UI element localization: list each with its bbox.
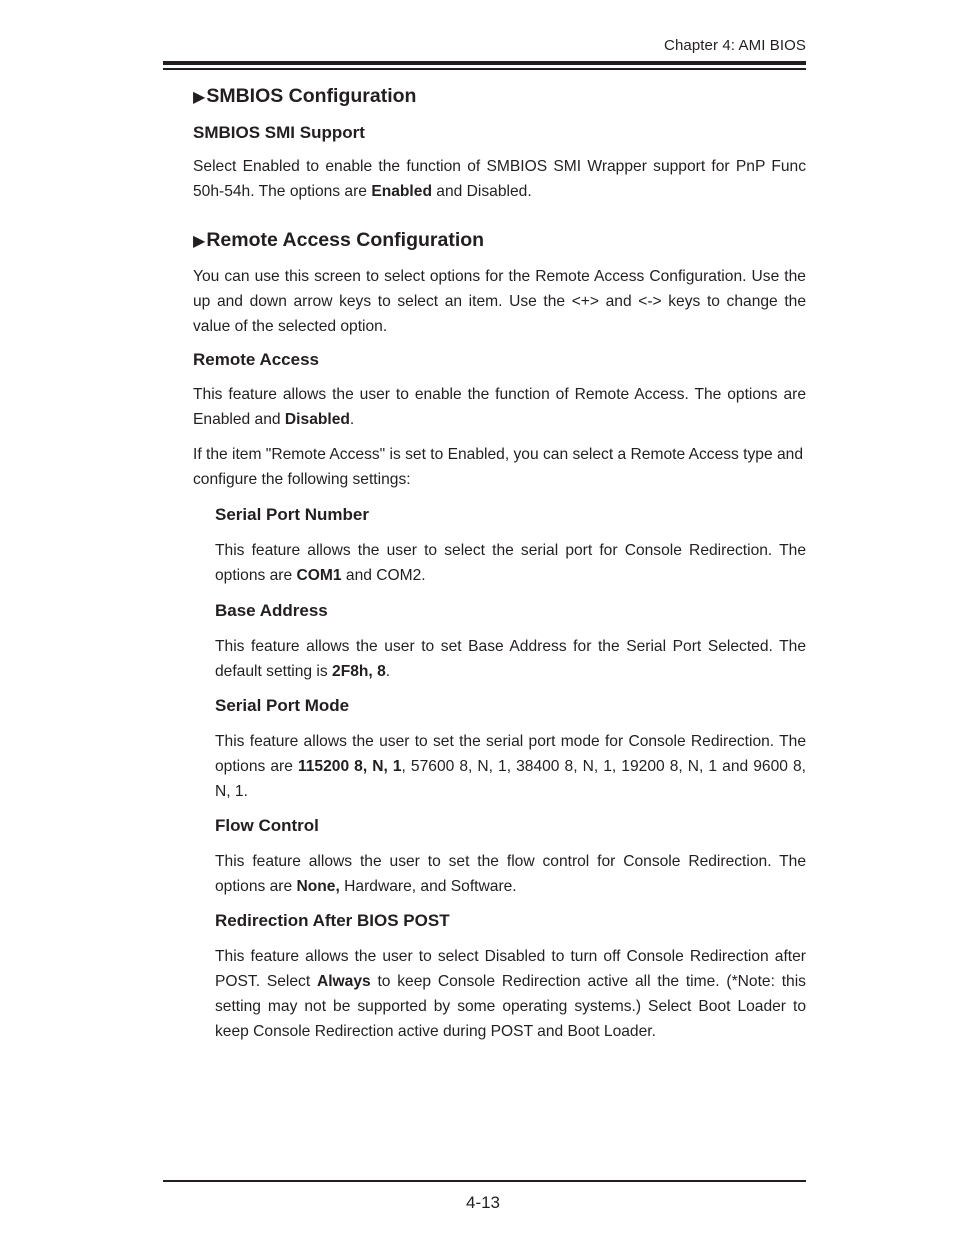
- bold-text: None,: [296, 878, 340, 895]
- text: This feature allows the user to enable the function of Remote Access. The options are Enabled and: [193, 386, 806, 428]
- chapter-header: Chapter 4: AMI BIOS: [664, 37, 806, 54]
- text: This feature allows the user to select the serial port for Console Redirection. The options are: [215, 542, 806, 584]
- paragraph-flow-control: [215, 849, 806, 899]
- bold-text: Always: [316, 973, 371, 990]
- text: to keep Console Redirection active all the time. (*Note: this setting may not be supported by some operating systems.) Select Boot Loader to keep Console Redirection active during POST and Boot Loader.: [215, 973, 806, 1040]
- section-title-smbios: [193, 82, 806, 112]
- item-title-serial-port-number: Serial Port Number: [215, 505, 369, 524]
- header-rule: [163, 61, 806, 65]
- text: This feature allows the user to set the serial port mode for Console Redirection. The options are: [215, 733, 806, 775]
- text: This feature allows the user to select Disabled to turn off Console Redirection after POST. Select: [215, 948, 806, 990]
- item-title-smbios-smi-support: SMBIOS SMI Support: [193, 123, 365, 142]
- section-title-text: SMBIOS Configuration: [206, 85, 417, 107]
- text: Select Enabled to enable the function of SMBIOS SMI Wrapper support for PnP Func 50h-54h. The options are: [193, 158, 806, 200]
- header-rule-thin: [163, 68, 806, 70]
- page-content: [193, 82, 806, 1044]
- paragraph-serial-port-mode: [215, 729, 806, 804]
- text: .: [385, 663, 391, 680]
- text: Hardware, and Software.: [339, 878, 517, 895]
- section-title-text: Remote Access Configuration: [206, 229, 485, 251]
- paragraph-serial-port-number: [215, 538, 806, 588]
- paragraph-base-address: [215, 634, 806, 684]
- paragraph-remote-intro: You can use this screen to select options for the Remote Access Configuration. Use the up and down arrow keys to select an item. Use the <+> and <-> keys to change the value of the selected option.: [193, 268, 806, 335]
- text: This feature allows the user to set the flow control for Console Redirection. The options are: [215, 853, 806, 895]
- triangle-right-icon: ▶: [193, 233, 206, 250]
- paragraph-remote-access-2: If the item "Remote Access" is set to Enabled, you can select a Remote Access type and configure the following settings:: [193, 446, 804, 488]
- paragraph-redirection-after-post: [215, 944, 806, 1044]
- triangle-right-icon: ▶: [193, 89, 206, 106]
- bold-text: 115200 8, N, 1: [297, 758, 402, 775]
- section-title-remote-access: [193, 226, 806, 256]
- item-title-flow-control: Flow Control: [215, 816, 319, 835]
- text: and COM2.: [341, 567, 426, 584]
- item-title-serial-port-mode: Serial Port Mode: [215, 696, 350, 715]
- bold-text: Enabled: [371, 183, 432, 200]
- bold-text: COM1: [296, 567, 342, 584]
- bold-text: 2F8h, 8: [332, 663, 386, 680]
- page-number: 4-13: [465, 1193, 501, 1212]
- item-title-remote-access: Remote Access: [193, 350, 319, 369]
- paragraph-smbios-smi: [193, 154, 806, 204]
- item-title-redirection-after-post: Redirection After BIOS POST: [215, 911, 450, 930]
- text: and Disabled.: [431, 183, 532, 200]
- text: , 57600 8, N, 1, 38400 8, N, 1, 19200 8, N, 1 and 9600 8, N, 1.: [215, 758, 806, 800]
- paragraph-remote-access: [193, 382, 806, 432]
- remote-access-settings: [215, 503, 806, 1044]
- text: This feature allows the user to set Base Address for the Serial Port Selected. The default setting is: [215, 638, 806, 680]
- bold-text: Disabled: [284, 411, 350, 428]
- item-title-base-address: Base Address: [215, 601, 328, 620]
- text: .: [349, 411, 355, 428]
- footer-rule: [163, 1180, 806, 1182]
